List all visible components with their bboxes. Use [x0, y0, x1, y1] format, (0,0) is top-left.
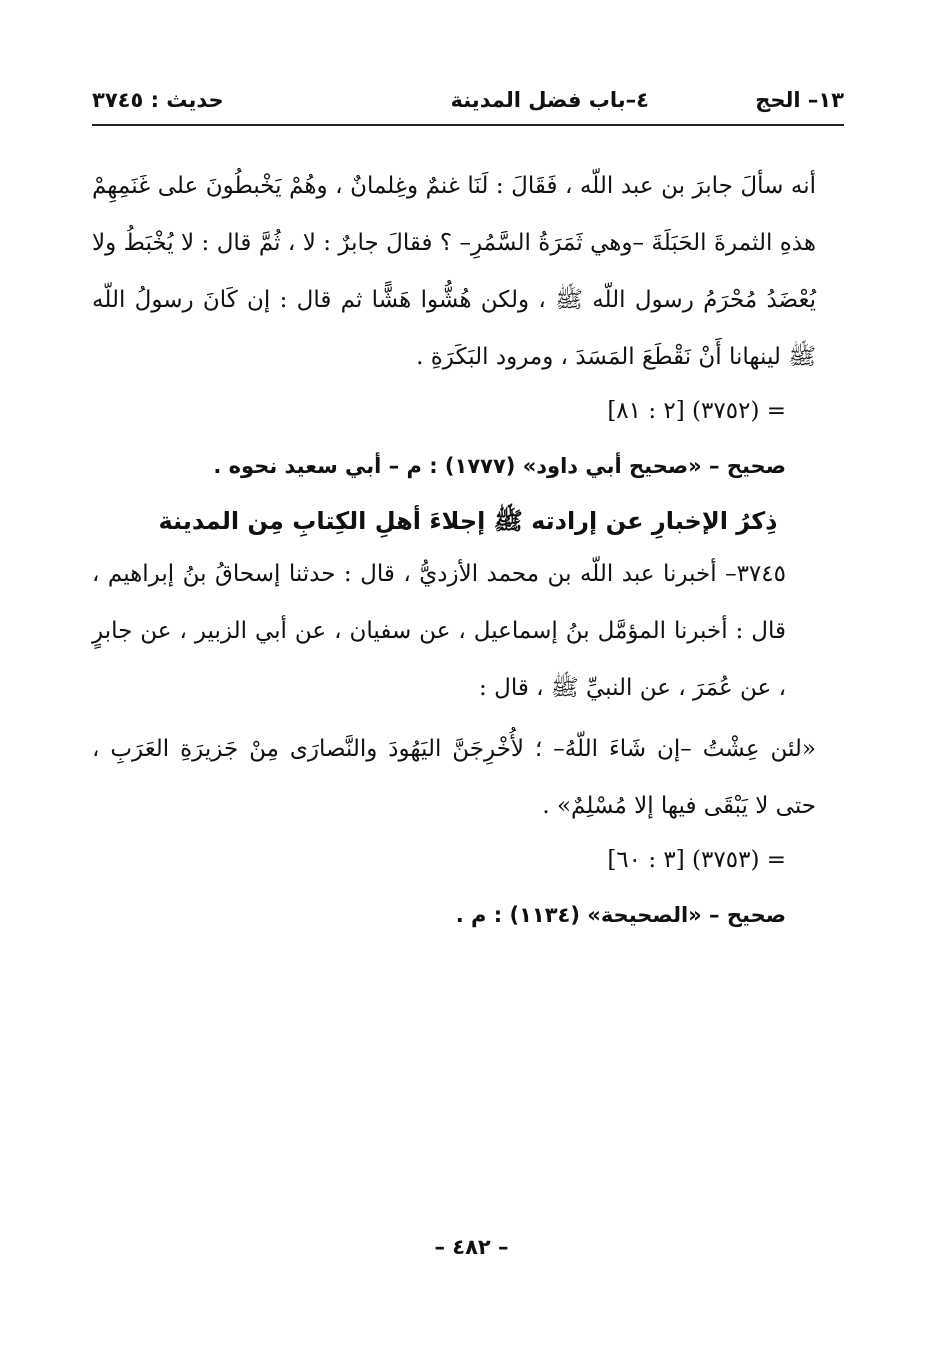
grading-3753: صحيح – «الصحيحة» (١١٣٤) : م . — [455, 903, 786, 927]
page-body — [92, 158, 844, 945]
header-bab: ٤–باب فضل المدينة — [450, 88, 649, 112]
running-header — [92, 82, 844, 122]
reference-3753: = (٣٧٥٣) [٣ : ٦٠] — [607, 847, 786, 873]
header-divider — [92, 124, 844, 126]
reference-3752: = (٣٧٥٢) [٢ : ٨١] — [607, 398, 786, 424]
hadith-3745-isnad: ٣٧٤٥– أخبرنا عبد اللّه بن محمد الأزديُّ ، قال : حدثنا إسحاقُ بنُ إبراهيم ، قال : أخبرنا المؤمَّل بنُ إسماعيل ، عن سفيان ، عن أبي الزبير ، عن جابرٍ ، عن عُمَرَ ، عن النبيِّ ﷺ ، قال : — [92, 561, 786, 701]
hadith-3745-matn: «لئن عِشْتُ –إن شَاءَ اللّهُ– ؛ لأُخْرِجَنَّ اليَهُودَ والنَّصارَى مِنْ جَزيرَةِ العَرَبِ ، حتى لا يَبْقَى فيها إلا مُسْلِمٌ» . — [92, 736, 816, 819]
header-hadith-number: حديث : ٣٧٤٥ — [92, 88, 224, 112]
section-title: ذِكرُ الإخبارِ عن إرادته ﷺ إجلاءَ أهلِ الكِتابِ مِن المدينة — [158, 507, 778, 535]
grading-3752: صحيح – «صحيح أبي داود» (١٧٧٧) : م – أبي سعيد نحوه . — [213, 454, 786, 478]
header-chapter: ١٣– الحج — [755, 88, 844, 112]
paragraph-jabir: أنه سألَ جابرَ بن عبد اللّه ، فَقَالَ : لَنَا غنمٌ وغِلمانٌ ، وهُمْ يَخْبطُونَ على غَنَمِهِمْ هذهِ الثمرةَ الحَبَلَةَ –وهي ثَمَرَةُ السَّمُرِ– ؟ فقالَ جابرٌ : لا ، ثُمَّ قال : لا يُخْبَطُ ولا يُعْضَدُ مُحْرَمُ رسول اللّه ﷺ ، ولكن هُشُّوا هَشًّا ثم قال : إن كَانَ رسولُ اللّه ﷺ لينهانا أَنْ نَقْطَعَ المَسَدَ ، ومرود البَكَرَةِ . — [92, 173, 816, 370]
page-number: – ٤٨٢ – — [434, 1235, 509, 1259]
